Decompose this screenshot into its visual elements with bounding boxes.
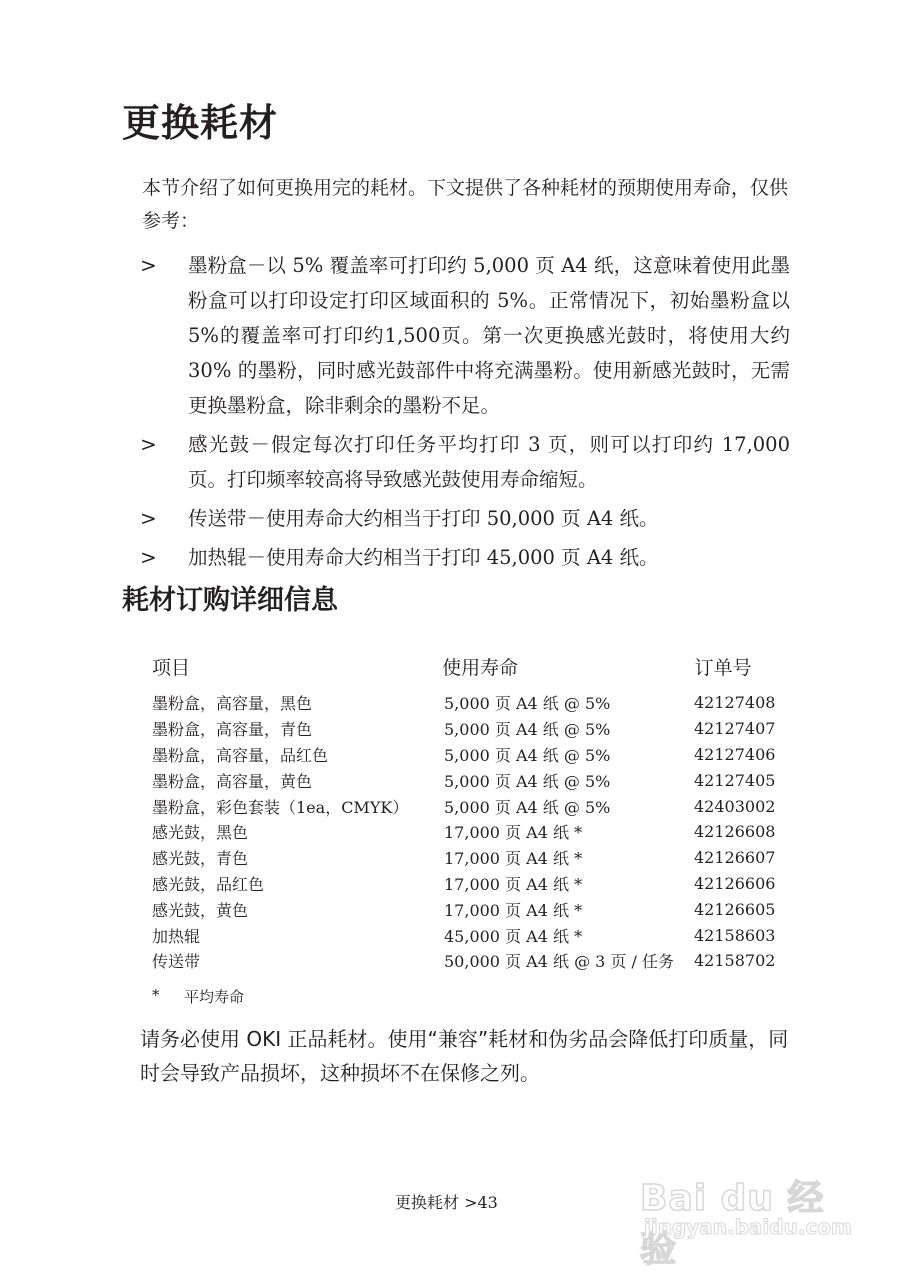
- cell-life: 5,000 页 A4 纸 @ 5%: [444, 771, 611, 791]
- table-row: [152, 742, 792, 768]
- footnote-marker: *: [152, 986, 160, 1004]
- list-item-toner: [140, 248, 790, 423]
- table-row: [152, 690, 792, 716]
- cell-life: 50,000 页 A4 纸 @ 3 页 / 任务: [444, 952, 674, 972]
- cell-item: 墨粉盒，彩色套装（1ea，CMYK）: [152, 797, 409, 817]
- list-item-text: 传送带－使用寿命大约相当于打印 50,000 页 A4 纸。: [188, 507, 659, 530]
- cell-item: 感光鼓，青色: [152, 849, 249, 869]
- watermark-url: jingyan.baidu.com: [644, 1215, 852, 1239]
- cell-order: 42127406: [694, 744, 776, 764]
- supplies-table: [152, 646, 792, 974]
- list-item-text: 感光鼓－假定每次打印任务平均打印 3 页，则可以打印约 17,000 页。打印频率较高将导致感光鼓使用寿命缩短。: [188, 433, 790, 491]
- cell-order: 42126607: [694, 848, 776, 868]
- cell-item: 墨粉盒，高容量，黄色: [152, 771, 313, 791]
- list-item-belt: [140, 501, 790, 536]
- cell-item: 感光鼓，黄色: [152, 900, 249, 920]
- section-title: 耗材订购详细信息: [122, 585, 338, 616]
- warning-notice: 请务必使用 OKI 正品耗材。使用“兼容”耗材和伪劣品会降低打印质量，同时会导致产品损坏，这种损坏不在保修之列。: [140, 1027, 789, 1085]
- header-order: 订单号: [694, 656, 752, 679]
- list-item-text: 加热辊－使用寿命大约相当于打印 45,000 页 A4 纸。: [188, 546, 659, 569]
- list-item-text: 墨粉盒－以 5% 覆盖率可打印约 5,000 页 A4 纸，这意味着使用此墨粉盒可以打印设定打印区域面积的 5%。正常情况下，初始墨粉盒以5%的覆盖率可打印约1,500页。第一次更换感光鼓时，将使用大约 30% 的墨粉，同时感光鼓部件中将充满墨粉。使用新感光鼓时，无需更换墨粉盒，除非剩余的墨粉不足。: [188, 254, 790, 417]
- list-item-fuser: [140, 540, 790, 575]
- table-row: [152, 819, 792, 845]
- header-life: 使用寿命: [442, 656, 519, 679]
- cell-item: 墨粉盒，高容量，品红色: [152, 745, 329, 765]
- cell-order: 42126606: [694, 873, 776, 893]
- intro-paragraph: 本节介绍了如何更换用完的耗材。下文提供了各种耗材的预期使用寿命，仅供参考：: [142, 177, 789, 232]
- baidu-logo-icon: Bai du 经验: [640, 1178, 825, 1270]
- cell-item: 感光鼓，黑色: [152, 823, 249, 843]
- cell-order: 42127407: [694, 719, 776, 739]
- cell-item: 感光鼓，品红色: [152, 874, 265, 894]
- cell-life: 5,000 页 A4 纸 @ 5%: [444, 745, 611, 765]
- table-row: [152, 793, 792, 819]
- cell-order: 42127405: [694, 770, 776, 790]
- cell-life: 45,000 页 A4 纸 *: [444, 926, 583, 946]
- watermark: [640, 1145, 852, 1270]
- page-title: 更换耗材: [122, 101, 279, 145]
- table-row: [152, 948, 792, 974]
- cell-order: 42126608: [694, 822, 776, 842]
- cell-life: 5,000 页 A4 纸 @ 5%: [444, 694, 611, 714]
- page-footer: 更换耗材 >43: [395, 1193, 498, 1212]
- bullet-marker: >: [140, 506, 157, 530]
- cell-life: 17,000 页 A4 纸 *: [444, 900, 583, 920]
- header-item: 项目: [152, 656, 191, 679]
- lifespan-list: [140, 248, 790, 579]
- cell-order: 42158603: [694, 925, 776, 945]
- bullet-marker: >: [140, 545, 157, 569]
- footnote: [152, 986, 244, 1007]
- cell-life: 17,000 页 A4 纸 *: [444, 874, 583, 894]
- table-row: [152, 845, 792, 871]
- cell-order: 42403002: [694, 796, 776, 816]
- table-row: [152, 716, 792, 742]
- bullet-marker: >: [140, 253, 157, 277]
- table-row: [152, 922, 792, 948]
- table-row: [152, 871, 792, 897]
- cell-order: 42158702: [694, 951, 776, 971]
- cell-item: 传送带: [152, 952, 201, 972]
- cell-life: 17,000 页 A4 纸 *: [444, 823, 583, 843]
- cell-life: 17,000 页 A4 纸 *: [444, 849, 583, 869]
- cell-life: 5,000 页 A4 纸 @ 5%: [444, 797, 611, 817]
- bullet-marker: >: [140, 432, 157, 456]
- footnote-text: 平均寿命: [184, 988, 245, 1006]
- cell-item: 墨粉盒，高容量，青色: [152, 720, 313, 740]
- cell-item: 墨粉盒，高容量，黑色: [152, 694, 313, 714]
- cell-life: 5,000 页 A4 纸 @ 5%: [444, 720, 611, 740]
- cell-order: 42126605: [694, 899, 776, 919]
- table-row: [152, 767, 792, 793]
- list-item-drum: [140, 427, 790, 497]
- table-row: [152, 896, 792, 922]
- table-header: [152, 646, 792, 686]
- cell-order: 42127408: [694, 693, 776, 713]
- cell-item: 加热辊: [152, 926, 201, 946]
